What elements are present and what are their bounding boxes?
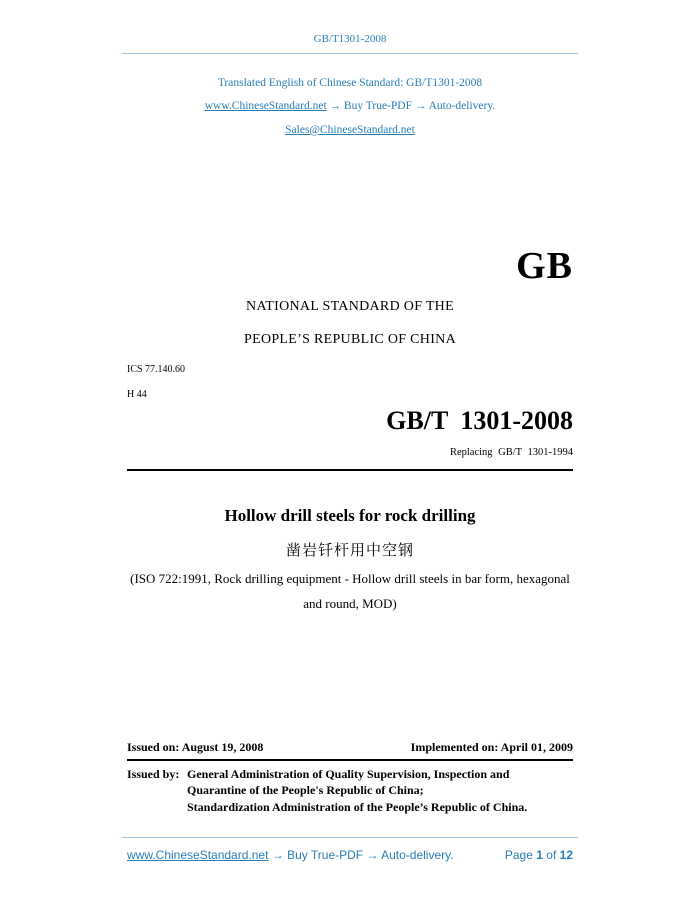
footer-divider	[122, 837, 578, 838]
implemented-on-date: Implemented on: April 01, 2009	[410, 740, 573, 754]
promo-buy-line	[0, 100, 700, 112]
footer-site-link[interactable]: www.ChineseStandard.net	[127, 848, 269, 862]
issuing-org-line: Standardization Administration of the People’s Republic of China.	[187, 800, 528, 814]
header-divider	[122, 53, 578, 54]
issuing-org-line: Quarantine of the People's Republic of China;	[187, 783, 424, 797]
issued-on-date: Issued on: August 19, 2008	[127, 740, 264, 754]
iso-reference-line1: (ISO 722:1991, Rock drilling equipment - Hollow drill steels in bar form, hexagonal	[130, 571, 570, 586]
ics-code: ICS 77.140.60	[127, 364, 186, 375]
footer-promo	[127, 848, 454, 862]
national-standard-line1: NATIONAL STANDARD OF THE	[246, 299, 454, 314]
page-total: 12	[559, 848, 573, 862]
issue-divider	[127, 759, 573, 761]
page-label: Page	[504, 848, 533, 862]
issuing-org-line: General Administration of Quality Supervision, Inspection and	[187, 767, 510, 781]
title-chinese: 凿岩钎杆用中空钢	[285, 541, 414, 559]
of-label: of	[546, 848, 557, 862]
replacing-note: Replacing GB/T 1301-1994	[449, 447, 573, 458]
promo-translation-line: Translated English of Chinese Standard: GB/T1301-2008	[217, 77, 483, 89]
national-standard-line2: PEOPLE’S REPUBLIC OF CHINA	[244, 332, 456, 347]
promo-site-link[interactable]: www.ChineseStandard.net	[204, 100, 327, 112]
promo-email-link[interactable]: Sales@ChineseStandard.net	[285, 124, 415, 136]
promo-email-line	[0, 124, 700, 136]
ccs-code: H 44	[127, 389, 147, 400]
issued-by-label: Issued by:	[127, 767, 180, 781]
header-standard-code: GB/T1301-2008	[313, 33, 387, 45]
title-english: Hollow drill steels for rock drilling	[224, 506, 476, 525]
promo-buy-text: → Buy True-PDF → Auto-delivery.	[326, 100, 496, 112]
footer-buy-text: → Buy True-PDF → Auto-delivery.	[268, 848, 454, 862]
page-indicator	[505, 848, 573, 862]
iso-reference-line2: and round, MOD)	[303, 596, 397, 611]
title-divider	[127, 469, 573, 471]
standard-number: GB/T 1301-2008	[386, 406, 573, 435]
page-number: 1	[536, 848, 543, 862]
gb-logo: GB	[516, 245, 573, 287]
